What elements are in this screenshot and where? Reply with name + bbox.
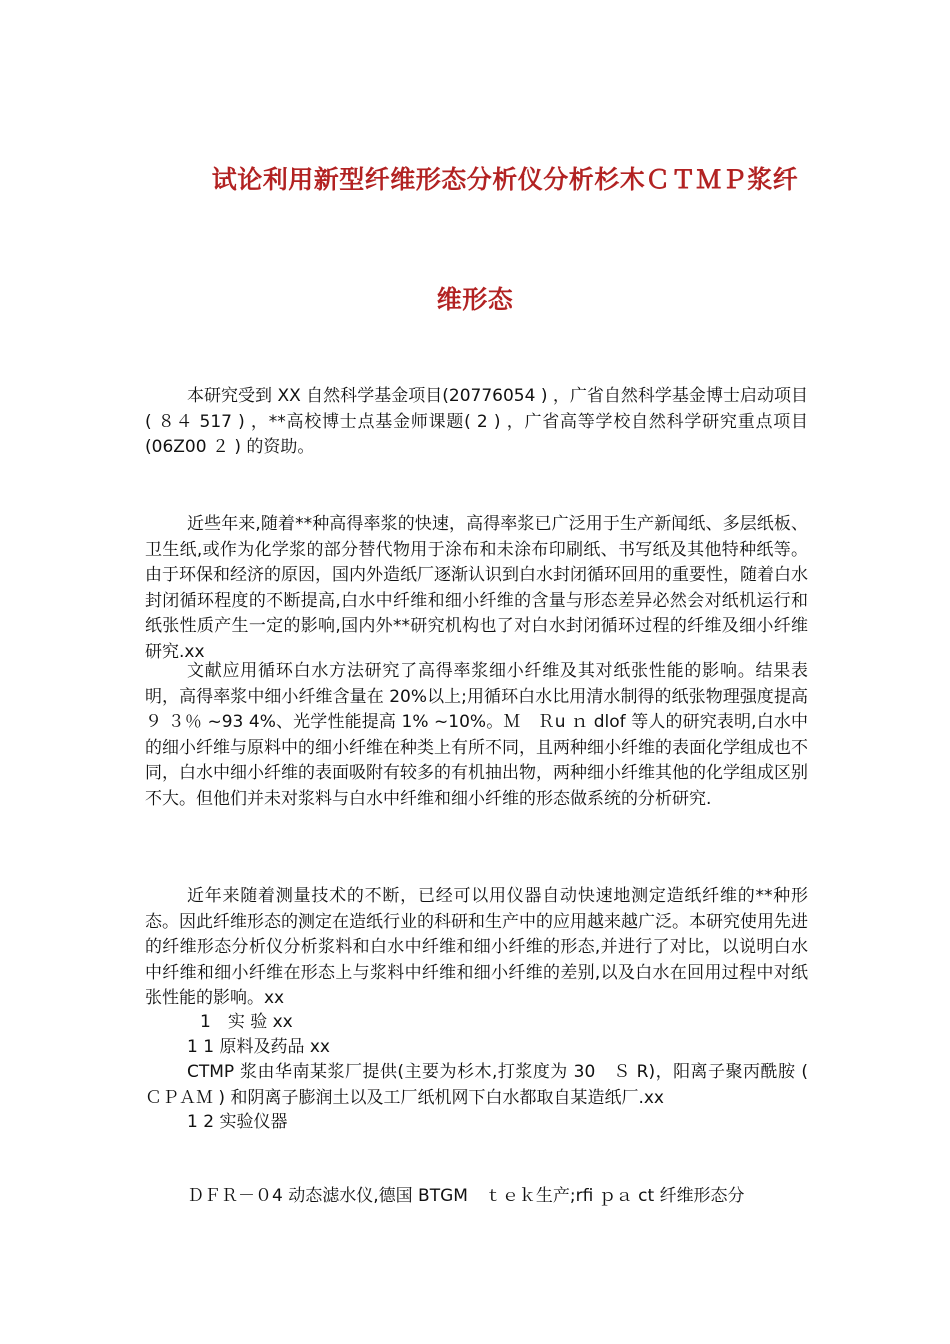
section-heading-1: 1 实 验 xx [200, 1012, 293, 1032]
intro-paragraph-2: 文献应用循环白水方法研究了高得率浆细小纤维及其对纸张性能的影响。结果表明，高得率浆中细小纤维含量在 20%以上;用循环白水比用清水制得的纸张物理强度提高９ ３％ ~93 4%、光学性能提高 1% ~10%。Ｍ Ｒu ｎ dlof 等人的研究表明,白水中的细小纤维与原料中的细小纤维在种类上有所不同，且两种细小纤维的表面化学组成也不同，白水中细小纤维的表面吸附有较多的有机抽出物，两种细小纤维其他的化学组成区别不大。但他们并未对浆料与白水中纤维和细小纤维的形态做系统的分析研究. [145, 661, 808, 809]
instruments-paragraph: ＤＦＲ－０4 动态滤水仪,德国 BTGM ｔｅｋ生产;rfi ｐａ ct 纤维形态分 [187, 1186, 745, 1206]
document-title-line-1: 试论利用新型纤维形态分析仪分析杉木ＣＴＭＰ浆纤 [211, 165, 799, 194]
materials-paragraph: CTMP 浆由华南某浆厂提供(主要为杉木,打浆度为 30 Ｓ R)，阳离子聚丙酰胺 ( ＣＰＡＭ ) 和阴离子膨润土以及工厂纸机网下白水都取自某造纸厂.xx [145, 1062, 808, 1108]
intro-paragraph-1: 近些年来,随着**种高得率浆的快速，高得率浆已广泛用于生产新闻纸、多层纸板、卫生纸,或作为化学浆的部分替代物用于涂布和未涂布印刷纸、书写纸及其他特种纸等。由于环保和经济的原因，国内外造纸厂逐渐认识到白水封闭循环回用的重要性，随着白水封闭循环程度的不断提高,白水中纤维和细小纤维的含量与形态差异必然会对纸机运行和纸张性质产生一定的影响,国内外**研究机构也了对白水封闭循环过程的纤维及细小纤维研究.xx [145, 514, 808, 662]
section-heading-1-2: 1 2 实验仪器 [187, 1112, 288, 1132]
section-heading-1-1: 1 1 原料及药品 xx [187, 1037, 330, 1057]
document-title-line-2: 维形态 [436, 285, 514, 314]
intro-paragraph-3: 近年来随着测量技术的不断，已经可以用仪器自动快速地测定造纸纤维的**种形态。因此纤维形态的测定在造纸行业的科研和生产中的应用越来越广泛。本研究使用先进的纤维形态分析仪分析浆料和白水中纤维和细小纤维的形态,并进行了对比，以说明白水中纤维和细小纤维在形态上与浆料中纤维和细小纤维的差别,以及白水在回用过程中对纸张性能的影响。xx [145, 886, 808, 1009]
funding-paragraph: 本研究受到 XX 自然科学基金项目(20776054 ) ，广省自然科学基金博士启动项目 ( ８４ 517 ) ，**高校博士点基金师课题( 2 ) ，广省高等学校自然科学研究重点项目(06Z00 ２ ) 的资助。 [145, 386, 808, 458]
